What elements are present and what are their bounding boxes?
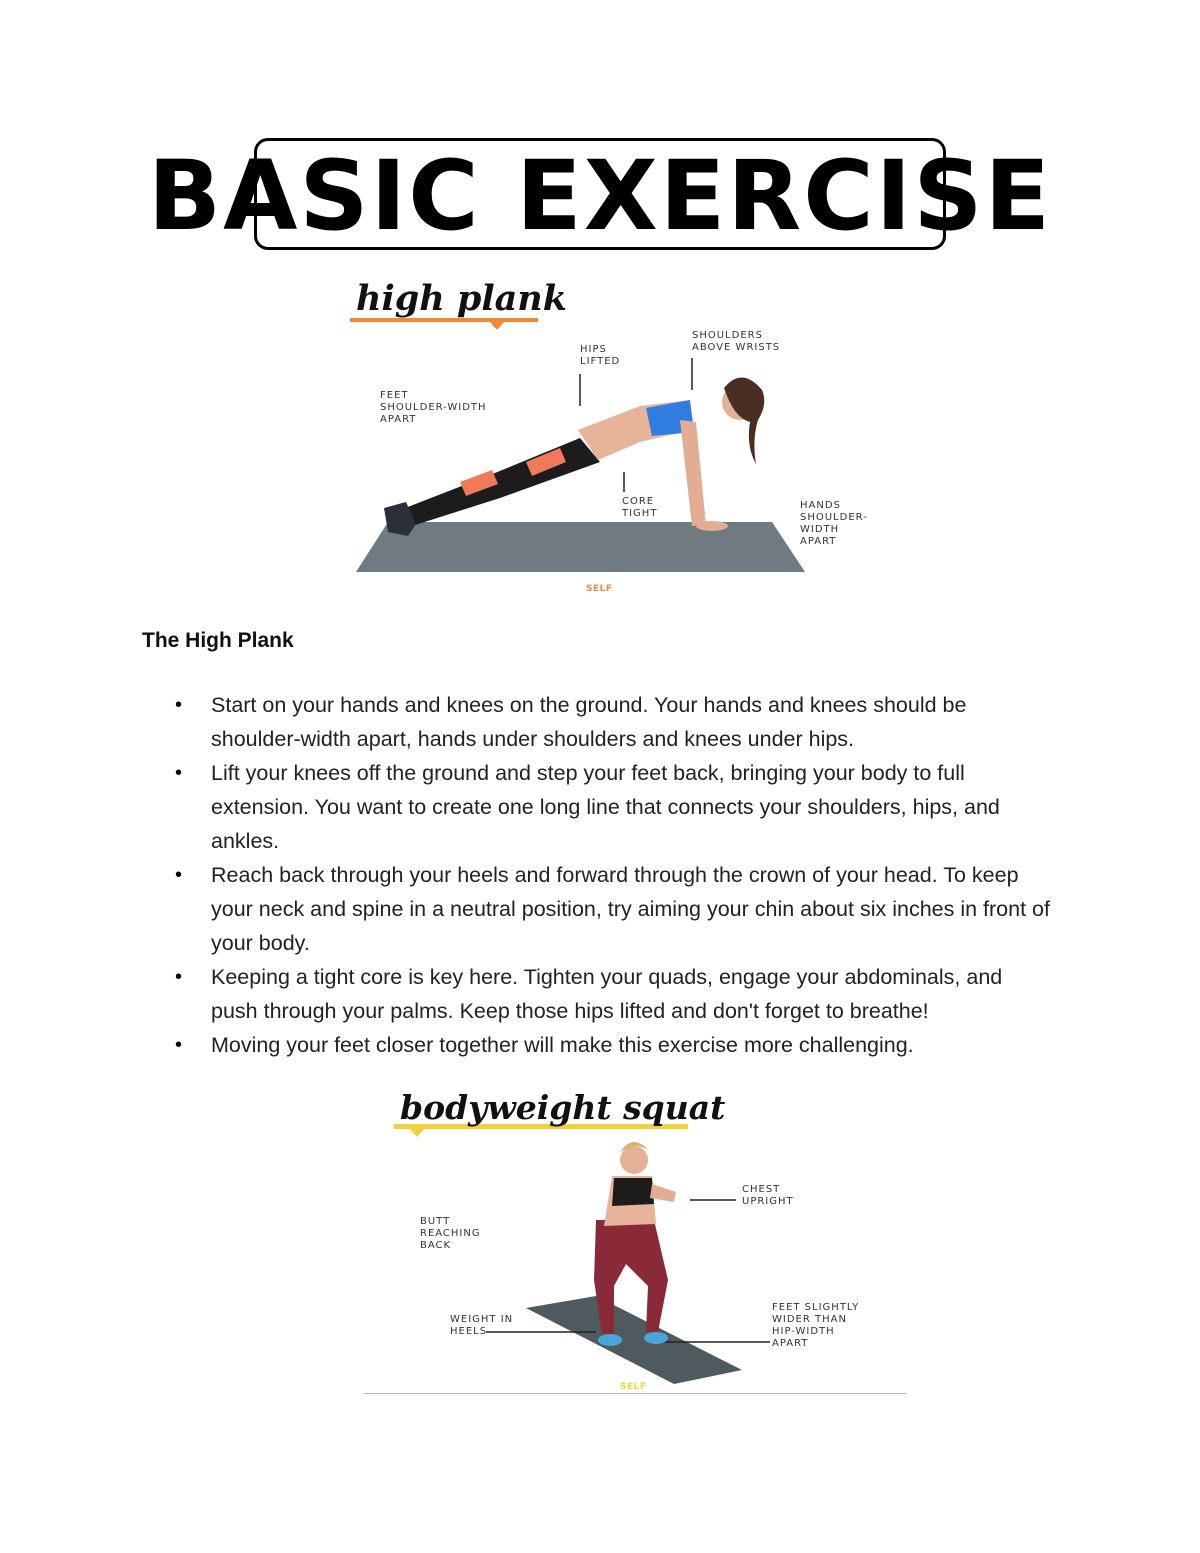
bullet-icon: • [175,694,183,716]
step-text: Reach back through your heels and forward through the crown of your head. To keep your neck and spine in a neutral position, try aiming your chin about six inches in front of your body. [211,863,1050,955]
step-text: Lift your knees off the ground and step your feet back, bringing your body to full extension. You want to create one long line that connects your shoulders, hips, and ankles. [211,761,1000,853]
exercise-mat [526,1296,742,1384]
bullet-icon: • [175,864,183,886]
list-item [142,756,1052,858]
plank-heading: high plank [356,278,567,319]
divider [364,1393,907,1394]
list-item [142,858,1052,960]
bullet-icon: • [175,966,183,988]
shoulders-annotation: SHOULDERS ABOVE WRISTS [692,330,781,353]
instruction-list [142,688,1052,1062]
squat-shoe [644,1332,668,1344]
butt-annotation: BUTT REACHING BACK [420,1216,481,1251]
core-annotation: CORE TIGHT [622,496,658,519]
plank-hand [696,521,728,531]
bullet-icon: • [175,1034,183,1056]
section-heading: The High Plank [142,629,294,652]
list-item [142,960,1052,1028]
step-text: Keeping a tight core is key here. Tighten your quads, engage your abdominals, and push through your palms. Keep those hips lifted and don't forget to breathe! [211,965,1003,1023]
bullet-icon: • [175,762,183,784]
list-item [142,1028,1052,1062]
bodyweight-squat-illustration [364,1080,908,1396]
squat-shoe [598,1334,622,1346]
squat-head [620,1146,648,1174]
self-logo: SELF [620,1382,647,1392]
plank-hair [724,377,764,464]
chest-annotation: CHEST UPRIGHT [742,1184,794,1207]
plank-arm [680,420,706,526]
step-text: Moving your feet closer together will make this exercise more challenging. [211,1033,914,1057]
weight-annotation: WEIGHT IN HEELS [450,1314,514,1337]
self-logo: SELF [586,584,613,594]
plank-drawing [340,270,870,605]
feet-annotation: FEET SHOULDER-WIDTH APART [380,390,487,425]
squat-heading: bodyweight squat [400,1088,726,1127]
feet-annotation: FEET SLIGHTLY WIDER THAN HIP-WIDTH APART [772,1302,860,1349]
page-title: BASIC EXERCISE [147,140,1053,252]
squat-heading-pointer [410,1129,424,1137]
sports-top [612,1178,654,1206]
hands-annotation: HANDS SHOULDER- WIDTH APART [800,500,868,547]
plank-legs [400,438,600,526]
plank-heading-pointer [490,322,504,330]
step-text: Start on your hands and knees on the ground. Your hands and knees should be shoulder-width apart, hands under shoulders and knees under hips. [211,693,967,751]
exercise-mat [356,522,805,572]
list-item [142,688,1052,756]
hips-annotation: HIPS LIFTED [580,344,621,367]
high-plank-illustration [340,270,870,605]
